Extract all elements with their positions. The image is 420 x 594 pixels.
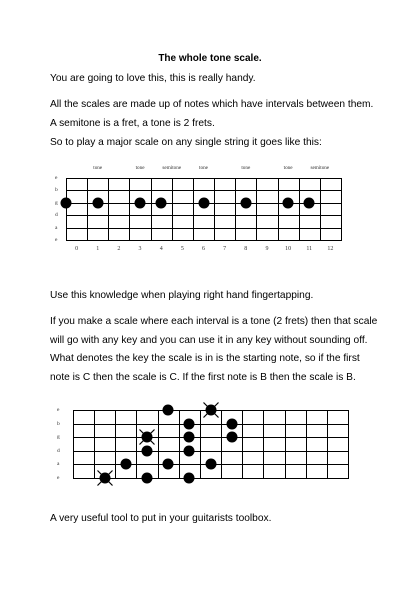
fret-number: 6 xyxy=(202,246,205,252)
fret-line xyxy=(242,410,243,479)
note-dot xyxy=(184,418,195,429)
fret-line xyxy=(94,410,95,479)
fret-number: 1 xyxy=(96,246,100,252)
interval-label: tone xyxy=(199,165,208,171)
note-dot xyxy=(163,405,174,416)
note-dot xyxy=(163,459,174,470)
root-cross-mark xyxy=(139,429,156,446)
whole-tone-paragraph: If you make a scale where each interval is a tone (2 frets) then that scale will go with any key and you can use it in any key without sounding off. What denotes the key the scale is in is the starting note, so if the first note is C then the scale is C. If the first note is B then the scale is B. xyxy=(50,316,378,383)
note-dot xyxy=(184,473,195,484)
string-line xyxy=(73,437,348,438)
fret-number: 4 xyxy=(159,246,163,252)
interval-label: tone xyxy=(283,165,293,171)
fret-number: 11 xyxy=(306,246,313,252)
fret-line xyxy=(179,410,180,479)
string-line xyxy=(73,451,348,452)
note-dot xyxy=(205,459,216,470)
note-dot xyxy=(142,445,153,456)
string-label: a xyxy=(55,224,58,231)
fret-number: 0 xyxy=(75,246,79,252)
string-label: g xyxy=(55,199,58,206)
fret-number: 7 xyxy=(223,246,227,252)
fret-line xyxy=(327,410,328,479)
interval-label: semitone xyxy=(310,165,330,171)
note-dot xyxy=(226,432,237,443)
string-label: e xyxy=(57,407,60,413)
string-line xyxy=(73,478,348,479)
note-dot xyxy=(226,418,237,429)
intro-paragraph: You are going to love this, this is really handy. xyxy=(50,73,256,84)
fret-number: 3 xyxy=(138,246,142,252)
note-dot xyxy=(184,432,195,443)
string-line xyxy=(73,424,348,425)
fret-number: 9 xyxy=(265,246,269,252)
intervals-paragraph: All the scales are made up of notes which have intervals between them. A semitone is a fret, a tone is 2 frets. xyxy=(50,99,374,129)
interval-label: tone xyxy=(241,165,251,171)
string-label: b xyxy=(55,187,58,194)
string-label: a xyxy=(57,461,60,468)
string-label: e xyxy=(55,175,58,181)
interval-label: tone xyxy=(135,165,145,171)
fingertapping-paragraph: Use this knowledge when playing right hand fingertapping. xyxy=(50,290,314,301)
page-title: The whole tone scale. xyxy=(158,53,262,64)
fret-line xyxy=(136,410,137,479)
fret-line xyxy=(115,410,116,479)
note-dot xyxy=(184,445,195,456)
interval-label: semitone xyxy=(162,165,182,171)
interval-label: tone xyxy=(93,165,103,171)
major-scale-paragraph: So to play a major scale on any single string it goes like this: xyxy=(50,137,322,148)
fret-number: 10 xyxy=(285,246,292,252)
fret-line xyxy=(348,410,349,479)
string-label: d xyxy=(55,212,58,219)
string-label: e xyxy=(57,475,60,481)
fret-number: 5 xyxy=(180,246,184,252)
fret-number: 2 xyxy=(117,246,121,252)
fret-line xyxy=(285,410,286,479)
string-label: e xyxy=(55,237,58,243)
fret-line xyxy=(158,410,159,479)
root-cross-mark xyxy=(202,402,219,419)
note-dot xyxy=(120,459,131,470)
note-dot xyxy=(142,473,153,484)
fret-line xyxy=(263,410,264,479)
fret-number: 8 xyxy=(244,246,248,252)
fret-line xyxy=(306,410,307,479)
closing-paragraph: A very useful tool to put in your guitarists toolbox. xyxy=(50,513,272,524)
string-label: d xyxy=(57,447,60,454)
string-label: b xyxy=(57,420,60,427)
fret-line xyxy=(73,410,74,479)
root-cross-mark xyxy=(96,470,113,487)
fret-number: 12 xyxy=(327,246,334,252)
fret-line xyxy=(200,410,201,479)
string-label: g xyxy=(57,434,60,441)
fret-line xyxy=(221,410,222,479)
